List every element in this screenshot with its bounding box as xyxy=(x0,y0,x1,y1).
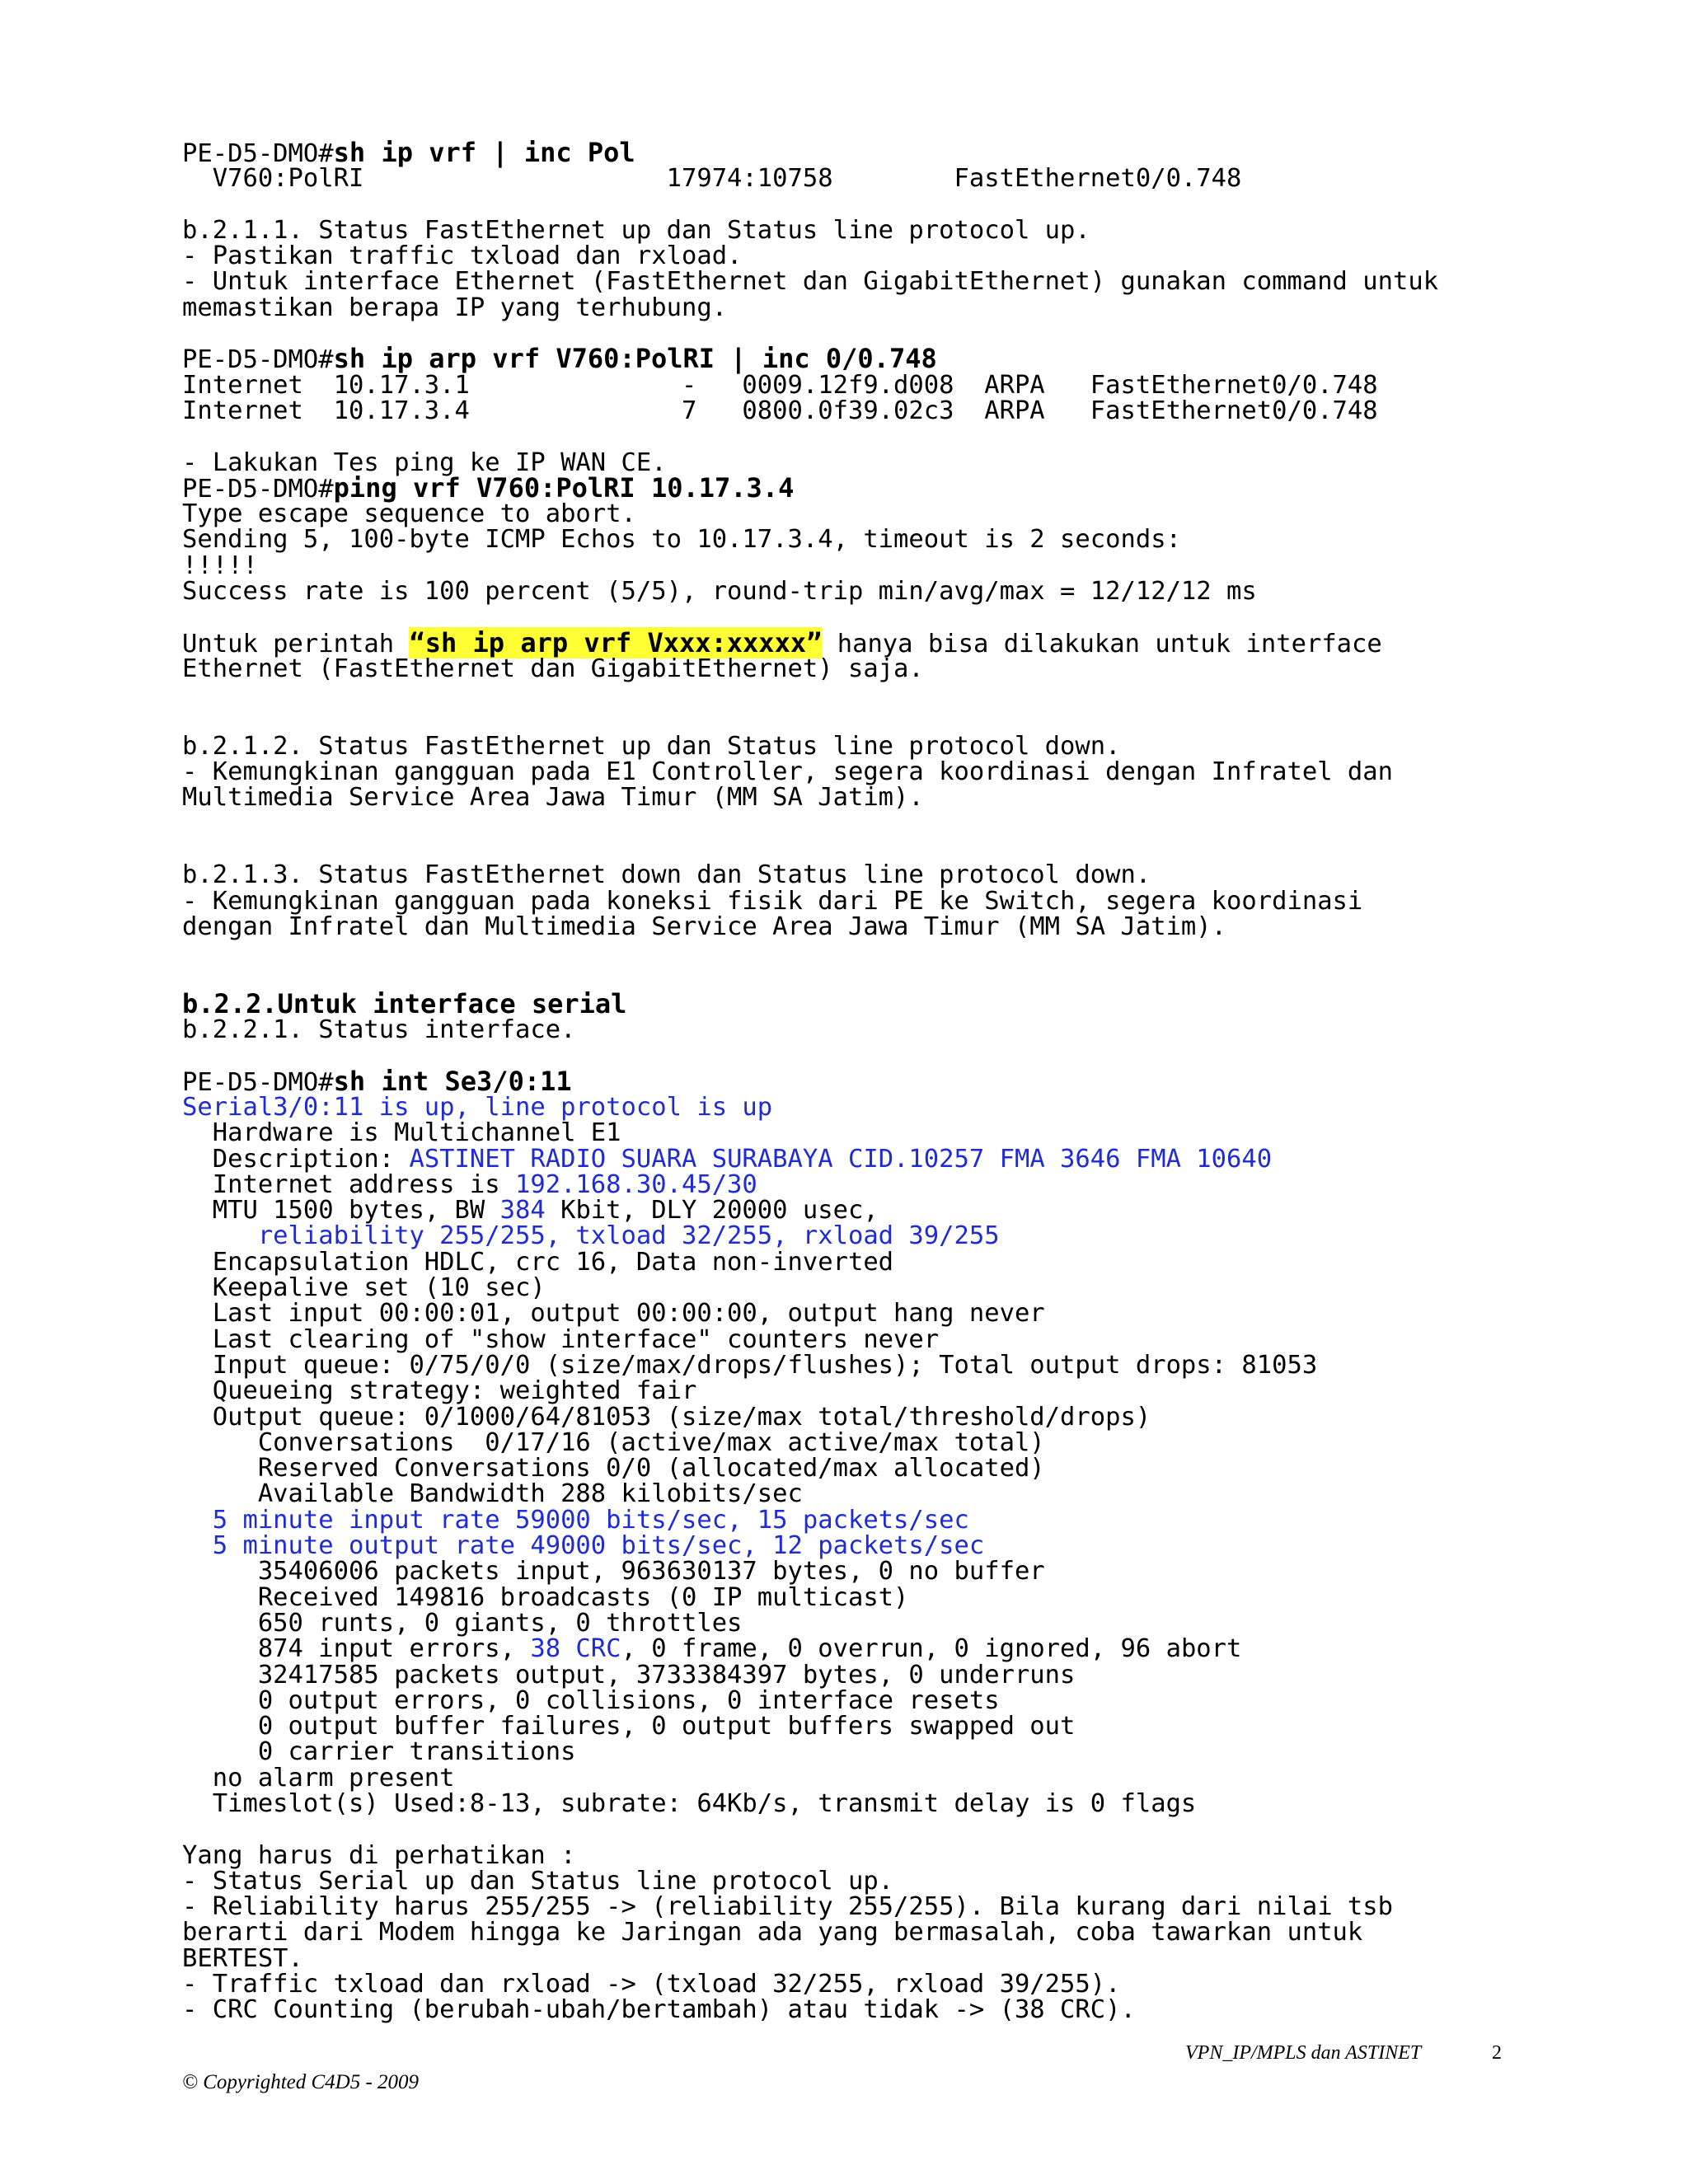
output-line: 35406006 packets input, 963630137 bytes, 0 no buffer xyxy=(182,1557,1045,1586)
reliability-line: reliability 255/255, txload 32/255, rxload 39/255 xyxy=(182,1221,1000,1251)
output-text: 874 input errors, xyxy=(182,1634,531,1664)
output-line: Queueing strategy: weighted fair xyxy=(182,1376,697,1406)
output-text: Kbit, DLY 20000 usec, xyxy=(545,1196,879,1226)
text-line: Multimedia Service Area Jawa Timur (MM SA Jatim). xyxy=(182,783,924,813)
text-line: - Reliability harus 255/255 -> (reliability 255/255). Bila kurang dari nilai tsb xyxy=(182,1892,1394,1922)
cli-command: sh ip vrf | inc Pol xyxy=(333,137,635,168)
interface-status: Serial3/0:11 is up, line protocol is up xyxy=(182,1092,773,1122)
cli-prompt: PE-D5-DMO# xyxy=(182,139,334,168)
output-line: Encapsulation HDLC, crc 16, Data non-inverted xyxy=(182,1247,894,1277)
output-line: Received 149816 broadcasts (0 IP multicast) xyxy=(182,1582,909,1612)
output-line: Output queue: 0/1000/64/81053 (size/max total/threshold/drops) xyxy=(182,1402,1151,1432)
arp-row: Internet 10.17.3.1 - 0009.12f9.d008 ARPA FastEthernet0/0.748 xyxy=(182,370,1378,400)
text-line: memastikan berapa IP yang terhubung. xyxy=(182,293,728,322)
crc-value: 38 CRC xyxy=(530,1634,621,1664)
output-line: Last input 00:00:01, output 00:00:00, output hang never xyxy=(182,1299,1045,1329)
cli-command: sh ip arp vrf V760:PolRI | inc 0/0.748 xyxy=(333,343,937,375)
output-line: Available Bandwidth 288 kilobits/sec xyxy=(182,1479,803,1509)
output-line: no alarm present xyxy=(182,1763,455,1793)
prompt-line xyxy=(182,1065,1517,1097)
input-rate-line: 5 minute input rate 59000 bits/sec, 15 packets/sec xyxy=(182,1505,969,1535)
text-line: - Lakukan Tes ping ke IP WAN CE. xyxy=(182,448,667,477)
cli-command: ping vrf V760:PolRI 10.17.3.4 xyxy=(333,471,795,504)
output-line xyxy=(182,1196,1517,1226)
output-line: Last clearing of "show interface" counters never xyxy=(182,1324,940,1354)
text-line: - Status Serial up dan Status line protocol up. xyxy=(182,1866,894,1896)
output-line: Hardware is Multichannel E1 xyxy=(182,1118,621,1148)
output-line: Keepalive set (10 sec) xyxy=(182,1273,546,1303)
ping-output: !!!!! xyxy=(182,551,258,580)
note-text: hanya bisa dilakukan untuk interface xyxy=(822,629,1382,658)
output-text: , 0 frame, 0 overrun, 0 ignored, 96 abort xyxy=(621,1634,1242,1664)
ping-output: Sending 5, 100-byte ICMP Echos to 10.17.3.4, timeout is 2 seconds: xyxy=(182,525,1181,555)
output-line: 0 carrier transitions xyxy=(182,1737,576,1767)
section-title: b.2.2.1. Status interface. xyxy=(182,1015,576,1045)
output-line xyxy=(182,1634,1517,1664)
attention-title: Yang harus di perhatikan : xyxy=(182,1840,576,1870)
text-line: - CRC Counting (berubah-ubah/bertambah) atau tidak -> (38 CRC). xyxy=(182,1995,1136,2025)
output-label: Internet address is xyxy=(182,1169,515,1199)
output-line xyxy=(182,1146,1517,1172)
output-text: MTU 1500 bytes, BW xyxy=(182,1196,500,1226)
text-line: - Pastikan traffic txload dan rxload. xyxy=(182,241,743,271)
output-line: 650 runts, 0 giants, 0 throttles xyxy=(182,1608,743,1638)
prompt-line xyxy=(182,137,1517,168)
ping-output: Type escape sequence to abort. xyxy=(182,499,636,529)
footer-document-title: VPN_IP/MPLS dan ASTINET xyxy=(1185,2042,1422,2064)
output-line: Reserved Conversations 0/0 (allocated/max allocated) xyxy=(182,1454,1045,1483)
output-line: 32417585 packets output, 3733384397 bytes, 0 underruns xyxy=(182,1660,1076,1690)
ip-address-value: 192.168.30.45/30 xyxy=(514,1169,757,1199)
footer-copyright: © Copyrighted C4D5 - 2009 xyxy=(182,2071,420,2093)
output-line: Timeslot(s) Used:8-13, subrate: 64Kb/s, transmit delay is 0 flags xyxy=(182,1789,1197,1818)
text-line: BERTEST. xyxy=(182,1943,303,1973)
document-page xyxy=(182,137,1517,2025)
section-title: b.2.1.2. Status FastEthernet up dan Status line protocol down. xyxy=(182,731,1121,761)
arp-row: Internet 10.17.3.4 7 0800.0f39.02c3 ARPA FastEthernet0/0.748 xyxy=(182,396,1378,425)
output-label: Description: xyxy=(182,1144,410,1174)
text-line: dengan Infratel dan Multimedia Service Area Jawa Timur (MM SA Jatim). xyxy=(182,912,1227,941)
text-line: - Traffic txload dan rxload -> (txload 32/255, rxload 39/255). xyxy=(182,1970,1121,1999)
output-line: 0 output errors, 0 collisions, 0 interface resets xyxy=(182,1685,1000,1715)
section-heading: b.2.2.Untuk interface serial xyxy=(182,987,627,1019)
cli-prompt: PE-D5-DMO# xyxy=(182,1067,334,1097)
prompt-line xyxy=(182,343,1517,375)
page-number: 2 xyxy=(1492,2042,1502,2064)
text-line: - Kemungkinan gangguan pada koneksi fisik dari PE ke Switch, segera koordinasi xyxy=(182,886,1363,916)
cli-prompt: PE-D5-DMO# xyxy=(182,345,334,375)
section-title: b.2.1.1. Status FastEthernet up dan Status line protocol up. xyxy=(182,215,1090,245)
section-title: b.2.1.3. Status FastEthernet down dan Status line protocol down. xyxy=(182,860,1151,890)
prompt-line xyxy=(182,471,1517,504)
text-line: - Kemungkinan gangguan pada E1 Controller, segera koordinasi dengan Infratel dan xyxy=(182,757,1394,787)
output-line: Conversations 0/17/16 (active/max active/max total) xyxy=(182,1427,1045,1457)
text-line: berarti dari Modem hingga ke Jaringan ada yang bermasalah, coba tawarkan untuk xyxy=(182,1918,1363,1947)
vrf-output-line: V760:PolRI 17974:10758 FastEthernet0/0.748 xyxy=(182,164,1242,194)
output-line: 0 output buffer failures, 0 output buffers swapped out xyxy=(182,1712,1076,1741)
cli-prompt: PE-D5-DMO# xyxy=(182,474,334,504)
note-text: Untuk perintah xyxy=(182,629,410,658)
description-value: ASTINET RADIO SUARA SURABAYA CID.10257 FMA 3646 FMA 10640 xyxy=(409,1144,1273,1174)
bandwidth-value: 384 xyxy=(499,1196,546,1226)
ping-output: Success rate is 100 percent (5/5), round-trip min/avg/max = 12/12/12 ms xyxy=(182,577,1257,607)
highlighted-command: “sh ip arp vrf Vxxx:xxxxx” xyxy=(409,626,823,658)
text-line: - Untuk interface Ethernet (FastEthernet dan GigabitEthernet) gunakan command untuk xyxy=(182,267,1439,297)
output-rate-line: 5 minute output rate 49000 bits/sec, 12 packets/sec xyxy=(182,1531,985,1561)
output-line: Input queue: 0/75/0/0 (size/max/drops/flushes); Total output drops: 81053 xyxy=(182,1350,1318,1380)
cli-command: sh int Se3/0:11 xyxy=(333,1065,572,1097)
output-line xyxy=(182,1169,1517,1199)
note-line: Ethernet (FastEthernet dan GigabitEthernet) saja. xyxy=(182,654,924,683)
note-line xyxy=(182,626,1517,658)
